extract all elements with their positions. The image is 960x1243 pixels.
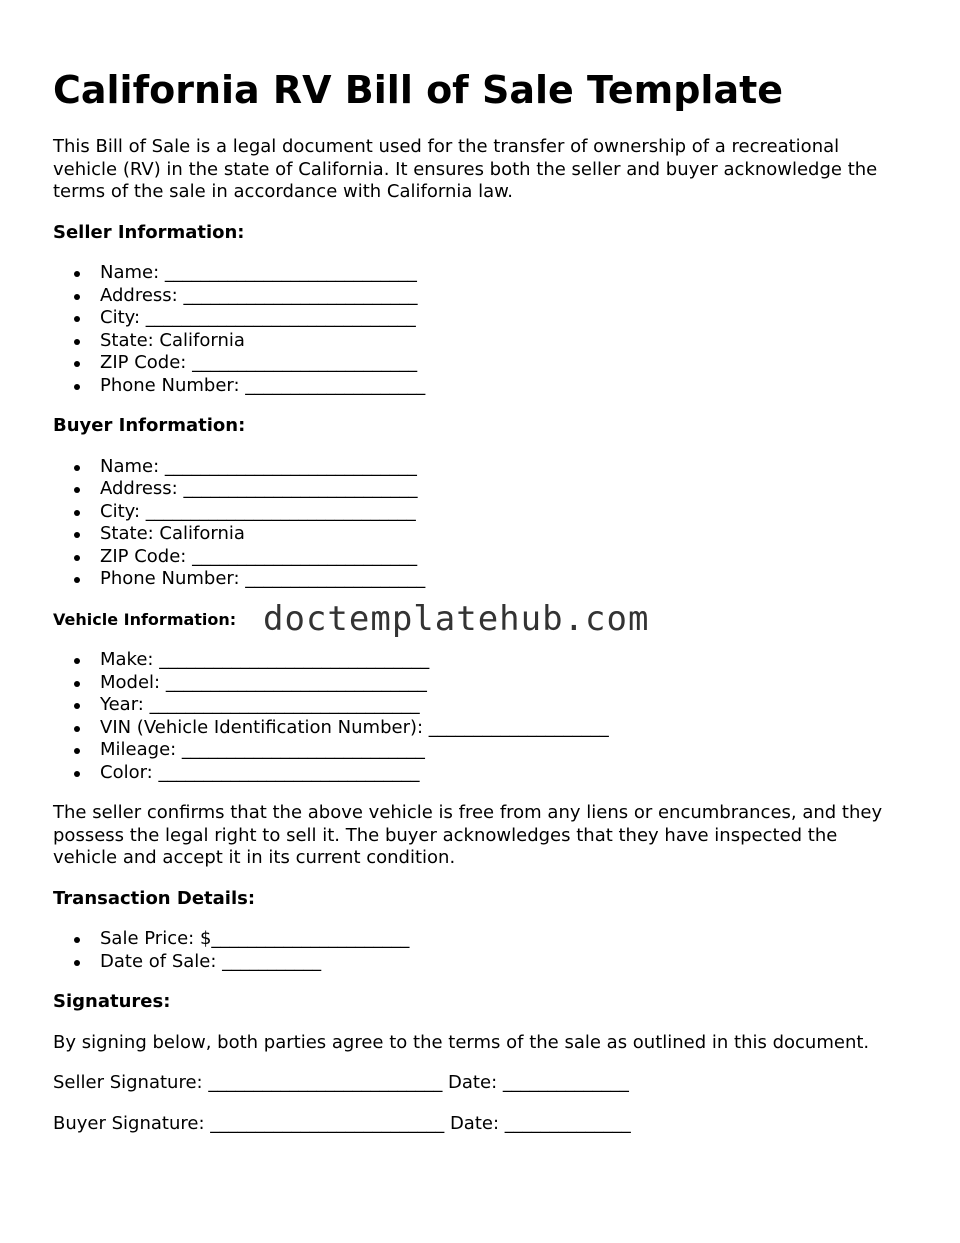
document-title: California RV Bill of Sale Template — [53, 68, 784, 112]
vehicle-year-field: Year: ______________________________ — [100, 694, 913, 717]
buyer-fields-list — [53, 456, 913, 591]
confirmation-paragraph: The seller confirms that the above vehicle is free from any liens or encumbrances, and they possess the legal right to sell it. The buyer acknowledges that they have inspected the vehicle and accept it in its current condition. — [53, 802, 883, 868]
seller-zip-field: ZIP Code: _________________________ — [100, 352, 913, 375]
seller-heading: Seller Information: — [53, 221, 245, 243]
seller-city-field: City: ______________________________ — [100, 307, 913, 330]
buyer-state-field: State: California — [100, 523, 913, 546]
seller-phone-field: Phone Number: ____________________ — [100, 375, 913, 398]
document-page — [53, 62, 913, 1153]
seller-signature-line: Seller Signature: __________________________ Date: ______________ — [53, 1072, 629, 1093]
transaction-fields-list — [53, 928, 913, 973]
seller-state-field: State: California — [100, 330, 913, 353]
seller-fields-list — [53, 262, 913, 397]
seller-address-field: Address: __________________________ — [100, 285, 913, 308]
buyer-zip-field: ZIP Code: _________________________ — [100, 546, 913, 569]
vehicle-mileage-field: Mileage: ___________________________ — [100, 739, 913, 762]
signatures-statement: By signing below, both parties agree to the terms of the sale as outlined in this document. — [53, 1031, 870, 1053]
buyer-signature-line: Buyer Signature: __________________________ Date: ______________ — [53, 1112, 631, 1134]
vehicle-heading: Vehicle Information: — [53, 609, 237, 629]
transaction-heading: Transaction Details: — [53, 887, 256, 909]
buyer-address-field: Address: __________________________ — [100, 478, 913, 501]
buyer-name-field: Name: ____________________________ — [100, 456, 913, 479]
vehicle-vin-field: VIN (Vehicle Identification Number): ____________________ — [100, 717, 913, 740]
sale-date-field: Date of Sale: ___________ — [100, 951, 913, 974]
buyer-city-field: City: ______________________________ — [100, 501, 913, 524]
vehicle-fields-list — [53, 649, 913, 784]
vehicle-color-field: Color: _____________________________ — [100, 762, 913, 785]
vehicle-make-field: Make: ______________________________ — [100, 649, 913, 672]
intro-paragraph: This Bill of Sale is a legal document used for the transfer of ownership of a recreational vehicle (RV) in the state of California. It ensures both the seller and buyer acknowledge the terms of the sale in accordance with California law. — [53, 136, 878, 202]
sale-price-field: Sale Price: $______________________ — [100, 928, 913, 951]
buyer-heading: Buyer Information: — [53, 415, 246, 436]
buyer-phone-field: Phone Number: ____________________ — [100, 568, 913, 591]
watermark: doctemplatehub.com — [263, 598, 650, 639]
vehicle-heading-row — [53, 598, 913, 639]
signatures-heading: Signatures: — [53, 991, 171, 1012]
seller-name-field: Name: ____________________________ — [100, 262, 913, 285]
vehicle-model-field: Model: _____________________________ — [100, 672, 913, 695]
